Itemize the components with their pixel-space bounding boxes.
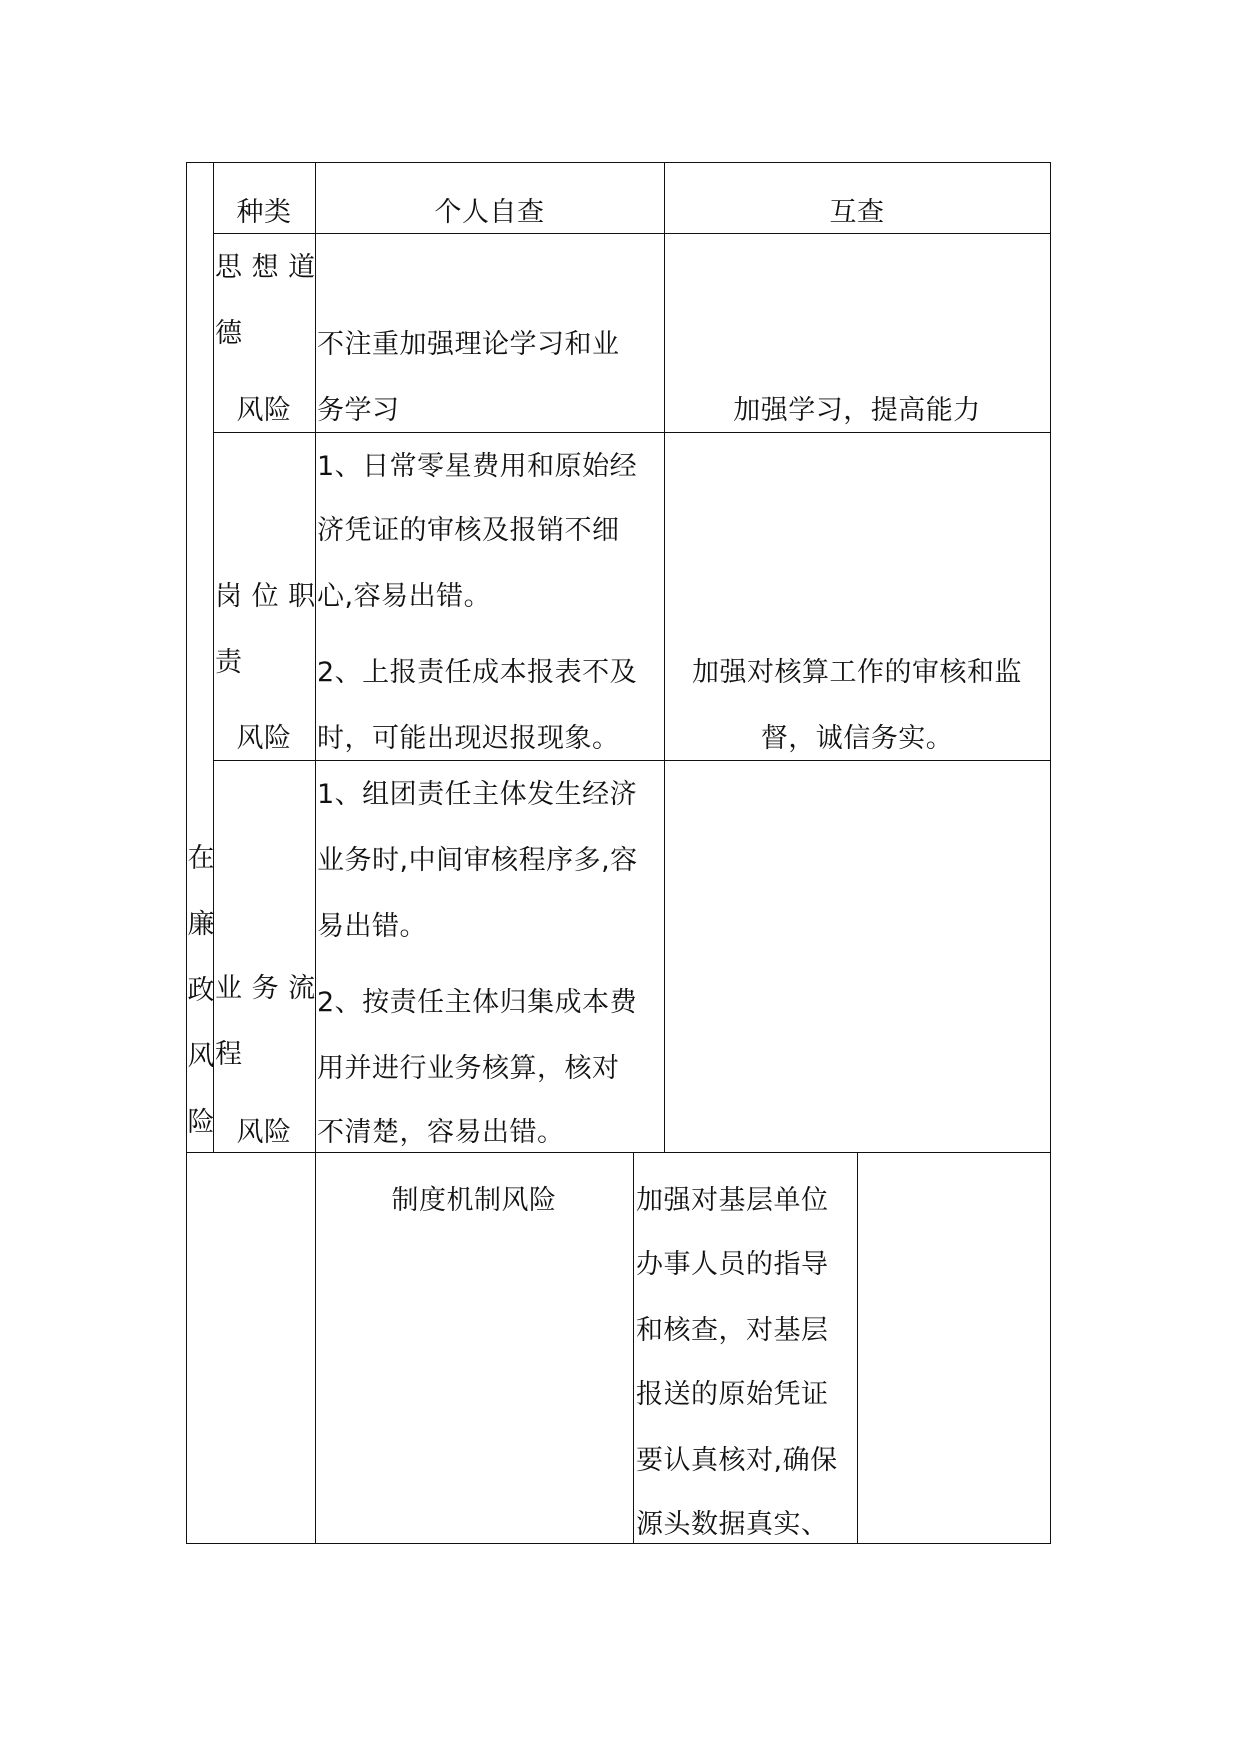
side-label-char: 廉 — [187, 909, 215, 940]
side-label-char: 风 — [187, 1041, 215, 1072]
system-measure-line: 要认真核对,确保 — [636, 1445, 838, 1476]
duty-self-line: 心,容易出错。 — [317, 581, 492, 612]
process-self-line: 1、组团责任主体发生经济 — [317, 779, 638, 810]
system-measure-line: 报送的原始凭证 — [636, 1379, 829, 1410]
moral-self-line: 不注重加强理论学习和业 — [317, 329, 620, 360]
duty-mutual-line: 加强对核算工作的审核和监 — [692, 657, 1022, 688]
system-measure-line: 加强对基层单位 — [636, 1185, 829, 1216]
system-measure-line: 办事人员的指导 — [636, 1249, 829, 1280]
header-mutual-check: 互查 — [829, 197, 885, 228]
duty-category-line: 责 — [215, 647, 243, 678]
process-self-line: 不清楚，容易出错。 — [317, 1117, 565, 1148]
duty-category-line: 风险 — [236, 723, 292, 754]
process-category-line: 风险 — [236, 1117, 292, 1148]
process-self-line: 业务时,中间审核程序多,容 — [317, 845, 638, 876]
moral-mutual-line: 加强学习，提高能力 — [733, 395, 981, 426]
moral-category-line: 风险 — [236, 395, 292, 426]
process-self-line: 用并进行业务核算，核对 — [317, 1053, 620, 1084]
side-label-char: 政 — [187, 975, 215, 1006]
duty-self-line: 时，可能出现迟报现象。 — [317, 723, 620, 754]
side-label-char: 险 — [187, 1107, 215, 1138]
moral-self-line: 务学习 — [317, 395, 400, 426]
table-border-right — [1050, 162, 1051, 1543]
process-self-line: 2、按责任主体归集成本费 — [317, 987, 638, 1018]
side-label-char: 在 — [187, 843, 215, 874]
system-measure-line: 和核查，对基层 — [636, 1315, 829, 1346]
table-border-bottom — [186, 1543, 1051, 1544]
moral-category-line: 德 — [215, 318, 243, 349]
header-category: 种类 — [236, 197, 292, 228]
duty-self-line: 济凭证的审核及报销不细 — [317, 515, 620, 546]
system-measure-line: 源头数据真实、 — [636, 1509, 829, 1540]
category-divider — [315, 162, 316, 1543]
duty-self-line: 1、日常零星费用和原始经 — [317, 451, 638, 482]
moral-category-line: 思 想 道 — [215, 252, 316, 283]
header-self-check: 个人自查 — [434, 197, 545, 228]
process-category-line: 程 — [215, 1039, 243, 1070]
lower-divider-2 — [857, 1152, 858, 1543]
lower-divider-1 — [633, 1152, 634, 1543]
duty-self-line: 2、上报责任成本报表不及 — [317, 657, 638, 688]
system-category: 制度机制风险 — [391, 1185, 557, 1216]
process-category-line: 业 务 流 — [215, 973, 316, 1004]
duty-category-line: 岗 位 职 — [215, 581, 316, 612]
duty-mutual-line: 督，诚信务实。 — [760, 723, 954, 754]
process-self-line: 易出错。 — [317, 911, 427, 942]
